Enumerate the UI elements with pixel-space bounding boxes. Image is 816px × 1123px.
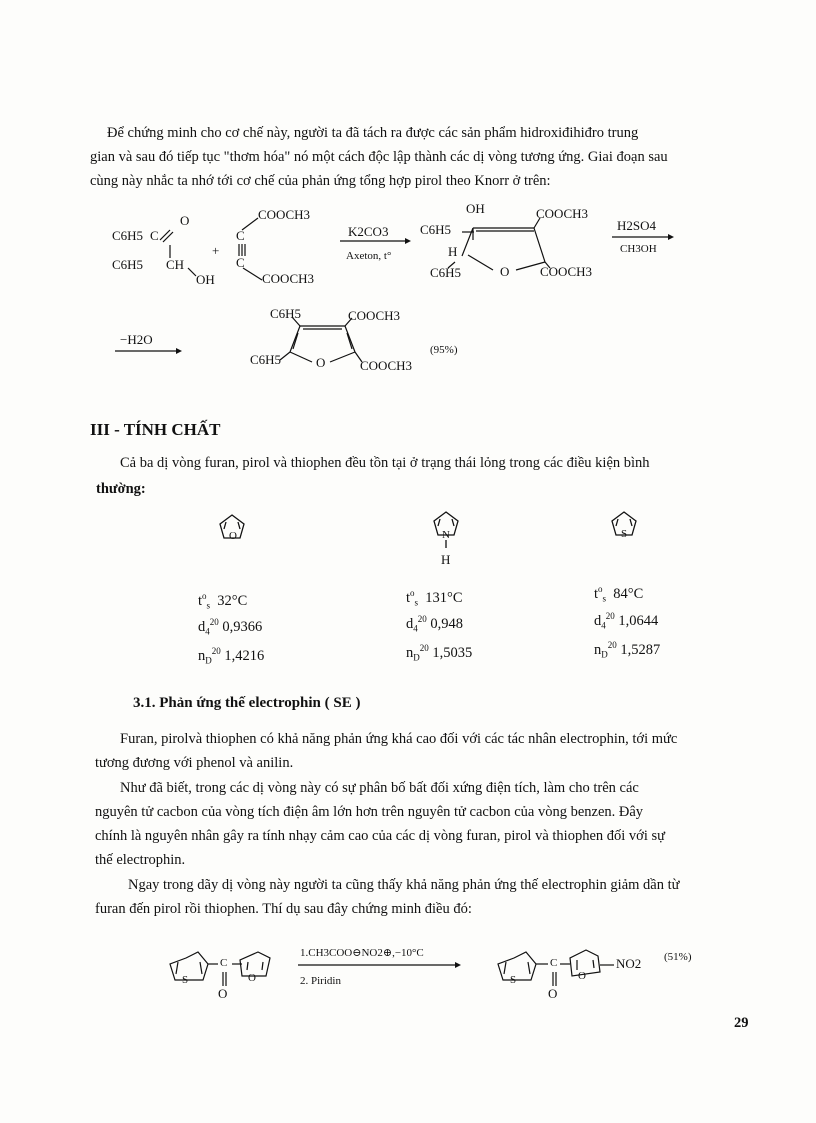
reagent-h2so4: H2SO4 <box>617 218 657 233</box>
condition-methanol: CH3OH <box>620 243 657 255</box>
body-p1-b: tương đương với phenol và anilin. <box>95 755 294 771</box>
r2p-nitro-group: NO2 <box>616 956 642 971</box>
furan-density: $d_4^{20}$ 0,9366 <box>198 617 263 637</box>
r2-carbonyl-o: O <box>218 986 228 1001</box>
p-hydroxyl: OH <box>466 201 485 216</box>
r1-phenyl-top: C6H5 <box>112 228 144 243</box>
r1-ch: CH <box>166 257 185 272</box>
plus-sign: + <box>212 243 220 258</box>
thiophene-density: $d_4^{20}$ 1,0644 <box>594 611 659 631</box>
thiophene-refractive-index: $n_D^{20}$ 1,5287 <box>594 640 661 660</box>
body-p3-b: furan đến pirol rồi thiophen. Thí dụ sau đây chứng minh điều đó: <box>95 901 472 917</box>
r2-ester-bottom: COOCH3 <box>262 271 315 286</box>
f-ester-top: COOCH3 <box>348 308 401 323</box>
f-ester-bottom: COOCH3 <box>360 358 413 373</box>
p-ester-top: COOCH3 <box>536 206 589 221</box>
furan-boiling-point: $t^o_s$ 32°C <box>198 591 248 611</box>
r2-ester-top: COOCH3 <box>258 207 311 222</box>
r2p-carbonyl-c: C <box>550 957 558 969</box>
reagent-k2co3: K2CO3 <box>348 224 389 239</box>
body-p2-a: Như đã biết, trong các dị vòng này có sự phân bố bất đối xứng điện tích, làm cho trên các <box>120 780 639 796</box>
r2p-thiophene-s: S <box>510 974 517 986</box>
r2p-furan-o: O <box>578 970 586 982</box>
f-ring-oxygen: O <box>316 355 326 370</box>
r2-reagent-nitration: 1.CH3COO⊖NO2⊕,−10°C <box>300 947 424 959</box>
pyrrole-boiling-point: $t^o_s$ 131°C <box>406 588 463 608</box>
r2-furan-o: O <box>248 972 256 984</box>
body-p2-d: thế electrophin. <box>95 852 186 868</box>
r2-carbon-bottom: C <box>236 255 245 270</box>
condition-acetone: Axeton, t° <box>346 250 392 262</box>
states-line-1: Cả ba dị vòng furan, pirol và thiophen đều tồn tại ở trạng thái lỏng trong các điều kiện bình <box>120 455 650 471</box>
yield-51: (51%) <box>664 951 692 963</box>
thiophene-heteroatom: S <box>621 528 628 540</box>
r1-oxygen: O <box>180 213 190 228</box>
p-phenyl-a: C6H5 <box>420 222 452 237</box>
r2-step-pyridine: 2. Piridin <box>300 975 341 987</box>
thiophene-boiling-point: $t^o_s$ 84°C <box>594 584 644 604</box>
section-heading-properties: III - TÍNH CHẤT <box>90 420 221 439</box>
r1-carbon: C <box>150 228 159 243</box>
r2-carbon-top: C <box>236 228 245 243</box>
r2-carbonyl-c: C <box>220 957 228 969</box>
page-number: 29 <box>734 1015 749 1031</box>
intro-line-3: cùng này nhắc ta nhớ tới cơ chế của phản ứng tổng hợp pirol theo Knorr ở trên: <box>90 173 551 189</box>
r2-thiophene-s: S <box>182 974 189 986</box>
r1-hydroxyl: OH <box>196 272 215 287</box>
section-heading-electrophilic: 3.1. Phản ứng thế electrophin ( SE ) <box>133 695 361 711</box>
f-phenyl-bottom: C6H5 <box>250 352 282 367</box>
body-p1-a: Furan, pirolvà thiophen có khả năng phản ứng khá cao đối với các tác nhân electrophin, tới mức <box>120 731 678 747</box>
f-phenyl-top: C6H5 <box>270 306 302 321</box>
pyrrole-heteroatom: N <box>442 529 450 541</box>
body-p3-a: Ngay trong dãy dị vòng này người ta cũng thấy khả năng phản ứng thế electrophin giảm dần từ <box>128 877 680 893</box>
pyrrole-density: $d_4^{20}$ 0,948 <box>406 614 463 634</box>
yield-95: (95%) <box>430 344 458 356</box>
furan-heteroatom: O <box>229 530 237 542</box>
body-p2-c: chính là nguyên nhân gây ra tính nhạy cảm cao của các dị vòng furan, pirol và thiophen đối với sự <box>95 828 665 844</box>
pyrrole-hydrogen: H <box>441 552 451 567</box>
p-ester-bottom: COOCH3 <box>540 264 593 279</box>
pyrrole-refractive-index: $n_D^{20}$ 1,5035 <box>406 643 473 663</box>
minus-water: −H2O <box>120 332 153 347</box>
intro-line-1: Để chứng minh cho cơ chế này, người ta đã tách ra được các sản phẩm hidroxiđihiđro trung <box>107 125 639 141</box>
intro-line-2: gian và sau đó tiếp tục "thơm hóa" nó một cách độc lập thành các dị vòng tương ứng. Giai đoạn sau <box>90 149 668 165</box>
body-p2-b: nguyên tử cacbon của vòng tích điện âm lớn hơn trên nguyên tử cacbon của vòng benzen. Đây <box>95 804 644 820</box>
p-phenyl-b: C6H5 <box>430 265 462 280</box>
p-ring-oxygen: O <box>500 264 510 279</box>
p-hydrogen: H <box>448 244 458 259</box>
furan-refractive-index: $n_D^{20}$ 1,4216 <box>198 646 265 666</box>
states-line-2: thường: <box>96 481 146 497</box>
r2p-carbonyl-o: O <box>548 986 558 1001</box>
r1-phenyl-bottom: C6H5 <box>112 257 144 272</box>
